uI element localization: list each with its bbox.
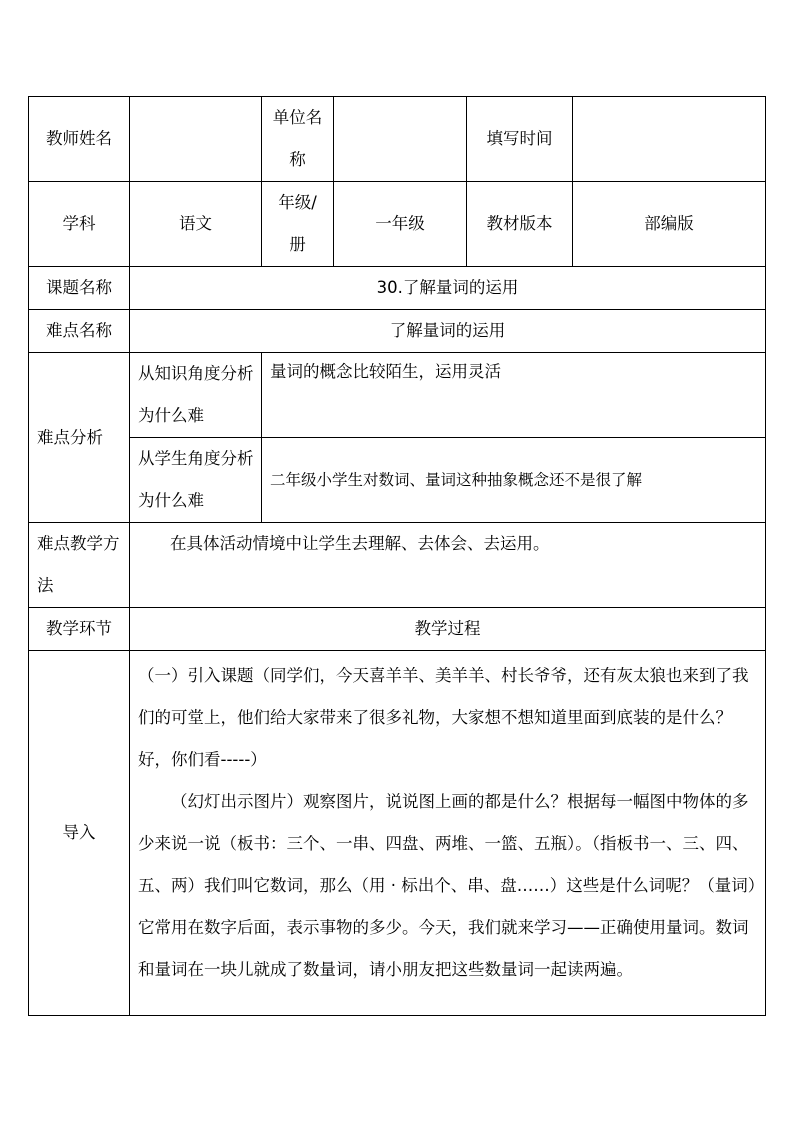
topic-value: 30.了解量词的运用 [130, 267, 766, 310]
intro-stage-label: 导入 [29, 651, 130, 1016]
unit-name-label: 单位名称 [262, 97, 334, 182]
topic-label: 课题名称 [29, 267, 130, 310]
teaching-method-label: 难点教学方法 [29, 523, 130, 608]
topic-row [29, 267, 766, 310]
fill-time-label: 填写时间 [467, 97, 573, 182]
teaching-process-label: 教学过程 [130, 608, 766, 651]
grade-volume-label: 年级/册 [262, 182, 334, 267]
grade-volume-value: 一年级 [334, 182, 467, 267]
subject-value: 语文 [130, 182, 262, 267]
intro-paragraph-2: （幻灯出示图片）观察图片，说说图上画的都是什么？根据每一幅图中物体的多少来说一说（板书：三个、一串、四盘、两堆、一篮、五瓶）。（指板书一、三、四、五、两）我们叫它数词，那么（用 · 标出个、串、盘……）这些是什么词呢？（量词）它常用在数字后面，表示事物的多少。今天，我们就来学习——正确使用量词。数词和量词在一块儿就成了数量词，请小朋友把这些数量词一起读两遍。 [138, 792, 756, 979]
teacher-name-label: 教师姓名 [29, 97, 130, 182]
teacher-name-value [130, 97, 262, 182]
difficulty-name-value: 了解量词的运用 [130, 310, 766, 353]
intro-row [29, 651, 766, 1016]
fill-time-value [573, 97, 766, 182]
method-row [29, 523, 766, 608]
process-header-row [29, 608, 766, 651]
difficulty-name-label: 难点名称 [29, 310, 130, 353]
teaching-stage-label: 教学环节 [29, 608, 130, 651]
info-row-1 [29, 97, 766, 182]
student-angle-value: 二年级小学生对数词、量词这种抽象概念还不是很了解 [262, 438, 766, 523]
textbook-edition-value: 部编版 [573, 182, 766, 267]
unit-name-value [334, 97, 467, 182]
lesson-plan-table [28, 96, 766, 1016]
textbook-edition-label: 教材版本 [467, 182, 573, 267]
subject-label: 学科 [29, 182, 130, 267]
teaching-method-value: 在具体活动情境中让学生去理解、去体会、去运用。 [130, 523, 766, 608]
info-row-2 [29, 182, 766, 267]
student-angle-label: 从学生角度分析为什么难 [130, 438, 262, 523]
knowledge-angle-label: 从知识角度分析为什么难 [130, 353, 262, 438]
analysis-row-student [29, 438, 766, 523]
intro-process-cell [130, 651, 766, 1016]
difficulty-analysis-label: 难点分析 [29, 353, 130, 523]
analysis-row-knowledge [29, 353, 766, 438]
intro-paragraph-1: （一）引入课题（同学们，今天喜羊羊、美羊羊、村长爷爷，还有灰太狼也来到了我们的可堂上，他们给大家带来了很多礼物，大家想不想知道里面到底装的是什么？好，你们看-----） [138, 666, 749, 769]
knowledge-angle-value: 量词的概念比较陌生，运用灵活 [262, 353, 766, 438]
difficulty-row [29, 310, 766, 353]
